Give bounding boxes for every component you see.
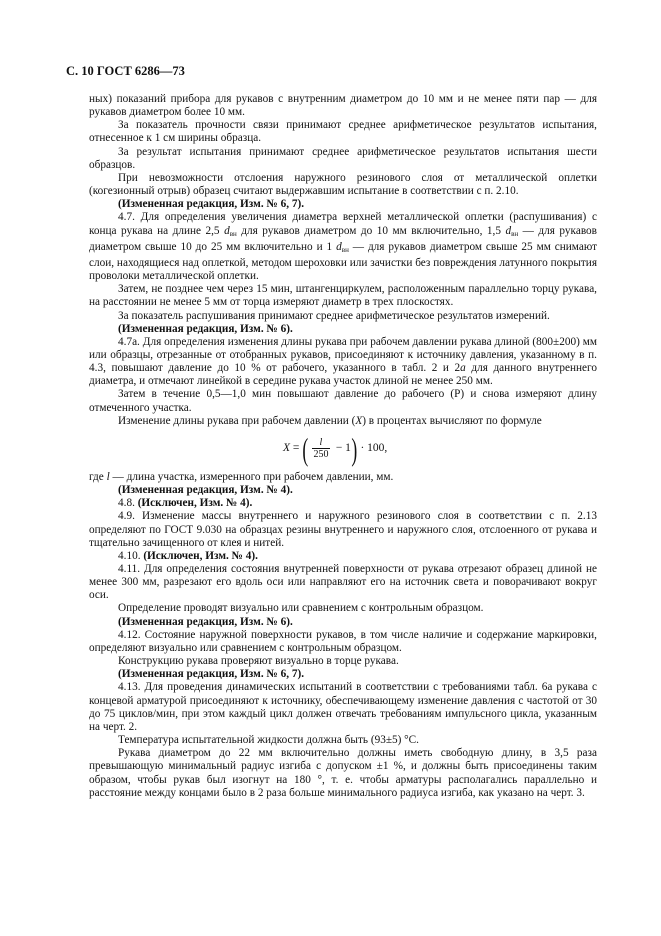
edition-note: (Измененная редакция, Изм. № 6). [118,615,293,628]
paragraph: Затем, не позднее чем через 15 мин, штангенциркулем, расположенным параллельно торцу рукава, на расстоянии не менее 5 мм от торца измеряют диаметр в трех плоскостях. [89,283,597,309]
paragraph: За показатель распушивания принимают среднее арифметическое результатов измерений. [118,309,550,322]
excluded-note-4-10: 4.10. (Исключен, Изм. № 4). [118,549,258,562]
paragraph-4-9: 4.9. Изменение массы внутреннего и наружного резинового слоя в соответствии с п. 2.13 определяют по ГОСТ 9.030 на образцах резины внутреннего и наружного слоя, отслоенного от рукава и тщательно зачищенного от клея и нитей. [89,510,597,549]
paragraph-4-12: 4.12. Состояние наружной поверхности рукавов, в том числе наличие и содержание маркировки, определяют визуально или сравнением с контрольным образцом. [89,628,597,654]
formula-eq: = [290,442,303,455]
formula-paren-open: ( [302,430,309,467]
formula-minus: − 1 [332,442,351,455]
excluded-note-4-8: 4.8. (Исключен, Изм. № 4). [118,497,253,510]
page-header: С. 10 ГОСТ 6286—73 [66,64,185,78]
paragraph: За показатель прочности связи принимают среднее арифметическое результатов испытания, отнесенное к 1 см ширины образца. [89,119,597,145]
paragraph-4-7a: 4.7а. Для определения изменения длины рукава при рабочем давлении рукава длиной (800±200) мм или образцы, отрезанные от отобранных рукавов, присоединяют к источнику давления, указанному в п. 4.3, повышают давление до 10 % от рабочего, указанного в табл. 2 и 2а для данного внутреннего диаметра, и отмечают линейкой в середине рукава участок длиной не менее 250 мм. [89,335,597,388]
paragraph: Конструкцию рукава проверяют визуально в торце рукава. [118,655,399,668]
edition-note: (Измененная редакция, Изм. № 6, 7). [118,668,305,681]
paragraph-4-11: 4.11. Для определения состояния внутренней поверхности от рукава отрезают образец длиной не менее 300 мм, разрезают его вдоль оси или направляют его на источник света и поворачивают вокруг оси. [89,563,597,602]
paragraph-4-7: 4.7. Для определения увеличения диаметра верхней металлической оплетки (распушивания) с конца рукава на длине 2,5 $d_{вн}$ для рукавов диаметром до 10 мм включительно, 1,5 $d_{вн}$ — для рукавов диаметром свыше 10 до 25 мм включительно и 1 $d_{вн}$ — для рукавов диаметром свыше 25 мм снимают слои, находящиеся над оплеткой, методом шероховки или зачистки без повреждения латунного покрытия проволоки металлической оплетки. [89,211,597,283]
formula-fraction [312,437,330,460]
paragraph-4-13: 4.13. Для проведения динамических испытаний в соответствии с требованиями табл. 6а рукава с концевой арматурой присоединяют к источнику, обеспечивающему изменение давления с частотой от 30 до 75 циклов/мин, при этом каждый цикл должен отвечать требованиям импульсного цикла, указанным на черт. 2. [89,681,597,733]
edition-note: (Измененная редакция, Изм. № 4). [118,484,293,497]
edition-note: (Измененная редакция, Изм. № 6, 7). [118,198,305,211]
formula-numerator: l [319,437,323,449]
paragraph: Рукава диаметром до 22 мм включительно должны иметь свободную длину, в 3,5 раза превышающую минимальный радиус изгиба с допуском ±1 %, и должны быть присоединены таким образом, чтобы рукав был изогнут на 180 °, т. е. чтобы арматуры располагались параллельно и расстояние между концами было в 2 раза больше минимального радиуса изгиба, как указано на черт. 3. [89,747,597,799]
paragraph: Затем в течение 0,5—1,0 мин повышают давление до рабочего (Р) и снова измеряют длину отмеченного участка. [89,388,597,414]
paragraph: ных) показаний прибора для рукавов с внутренним диаметром до 10 мм и не менее пяти пар — для рукавов диаметром более 10 мм. [89,93,597,119]
paragraph: Изменение длины рукава при рабочем давлении (X) в процентах вычисляют по формуле [118,414,542,427]
paragraph: где l — длина участка, измеренного при рабочем давлении, мм. [89,470,394,483]
paragraph: Температура испытательной жидкости должна быть (93±5) °С. [118,734,419,747]
paragraph: Определение проводят визуально или сравнением с контрольным образцом. [118,602,484,615]
formula-denominator: 250 [313,449,329,461]
document-body [89,93,597,800]
formula-paren-close: ) [351,430,358,467]
formula-lhs: X [283,442,291,455]
formula [89,428,597,471]
paragraph: При невозможности отслоения наружного резинового слоя от металлической оплетки (когезионный отрыв) образец считают выдержавшим испытание в соответствии с п. 2.10. [89,171,597,198]
paragraph: За результат испытания принимают среднее арифметическое результатов испытания шести образцов. [89,145,597,171]
edition-note: (Измененная редакция, Изм. № 6). [118,322,293,335]
formula-rhs: · 100, [357,442,388,455]
